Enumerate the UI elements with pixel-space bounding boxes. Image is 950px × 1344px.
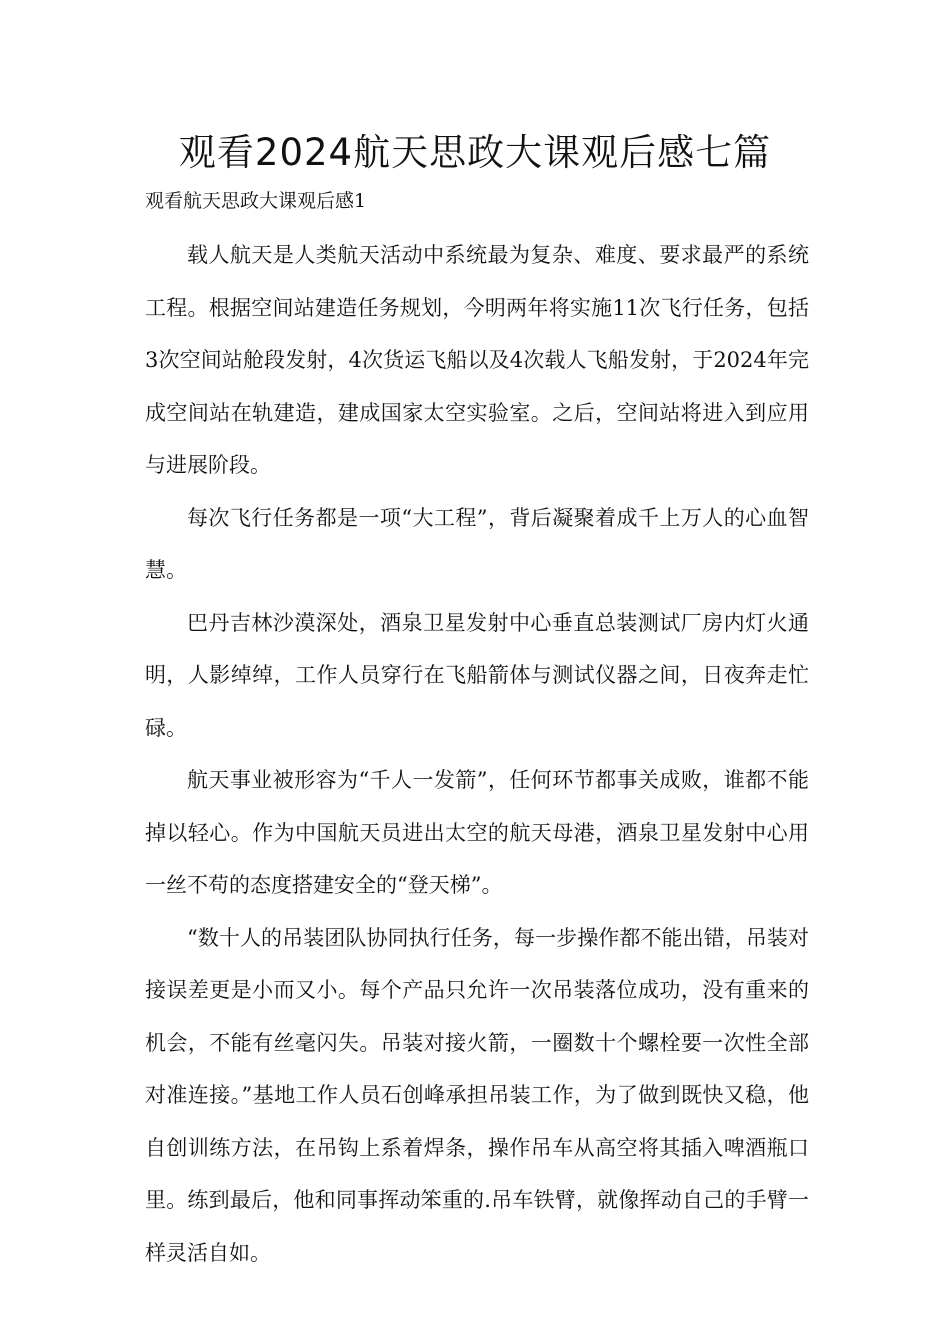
paragraph-4: 航天事业被形容为“千人一发箭”，任何环节都事关成败，谁都不能掉以轻心。作为中国航天员进出太空的航天母港，酒泉卫星发射中心用一丝不苟的态度搭建安全的“登天梯”。 [145, 768, 809, 897]
paragraph-1: 载人航天是人类航天活动中系统最为复杂、难度、要求最严的系统工程。根据空间站建造任务规划，今明两年将实施11次飞行任务，包括3次空间站舱段发射，4次货运飞船以及4次载人飞船发射，于2024年完成空间站在轨建造，建成国家太空实验室。之后，空间站将进入到应用与进展阶段。 [145, 243, 809, 477]
paragraph-2: 每次飞行任务都是一项“大工程”，背后凝聚着成千上万人的心血智慧。 [145, 505, 809, 582]
document-title: 观看2024航天思政大课观后感七篇 [178, 131, 772, 174]
paragraph-3: 巴丹吉林沙漠深处，酒泉卫星发射中心垂直总装测试厂房内灯火通明，人影绰绰，工作人员穿行在飞船箭体与测试仪器之间，日夜奔走忙碌。 [145, 610, 809, 740]
section-heading: 观看航天思政大课观后感1 [145, 190, 367, 212]
paragraph-5: “数十人的吊装团队协同执行任务，每一步操作都不能出错，吊装对接误差更是小而又小。每个产品只允许一次吊装落位成功，没有重来的机会，不能有丝毫闪失。吊装对接火箭，一圈数十个螺栓要一次性全部对准连接。”基地工作人员石创峰承担吊装工作，为了做到既快又稳，他自创训练方法，在吊钩上系着焊条，操作吊车从高空将其插入啤酒瓶口里。练到最后，他和同事挥动笨重的.吊车铁臂，就像挥动自己的手臂一样灵活自如。 [145, 925, 809, 1265]
document-body [145, 229, 809, 1279]
